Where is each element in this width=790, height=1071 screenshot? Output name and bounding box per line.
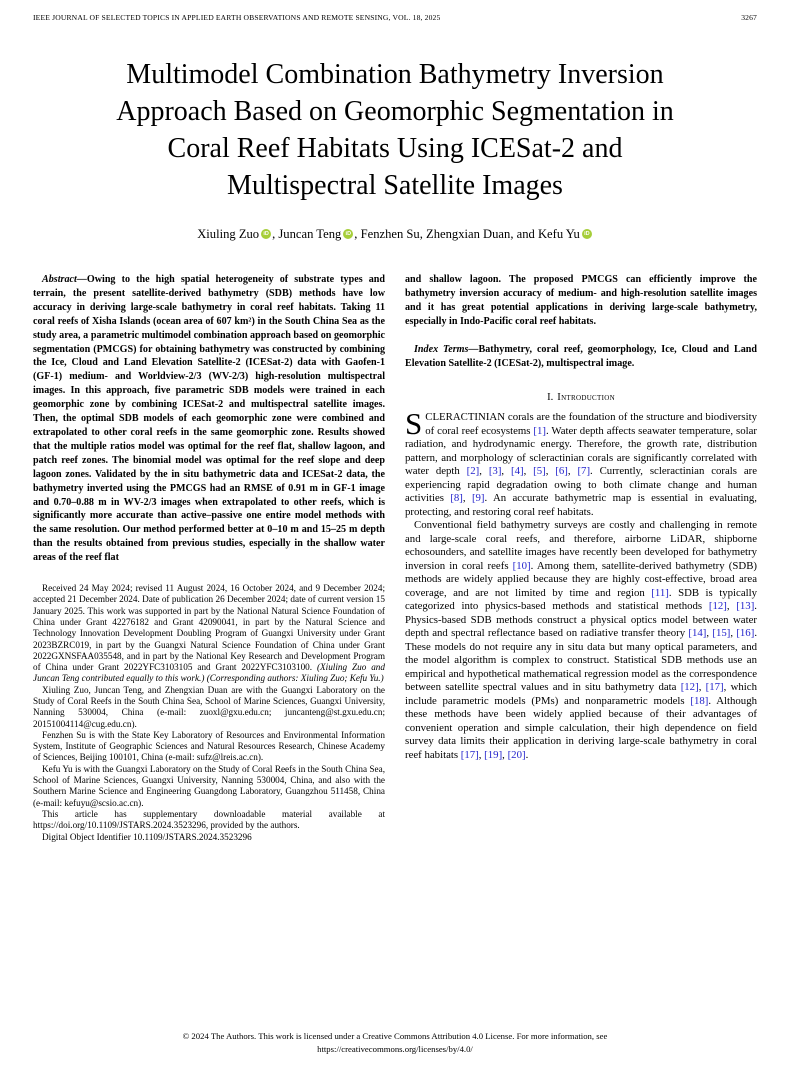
citation-link[interactable]: [4]	[510, 465, 524, 478]
paper-title-line: Multimodel Combination Bathymetry Inversion	[126, 59, 664, 90]
citation-link[interactable]: [11]	[651, 586, 669, 599]
index-terms	[405, 343, 757, 371]
index-terms-label: Index Terms—	[414, 343, 479, 355]
paper-title-line: Multispectral Satellite Images	[227, 170, 563, 201]
citation-link[interactable]: [18]	[690, 694, 709, 707]
orcid-icon[interactable]: iD	[582, 229, 592, 239]
intro-paragraph-1	[405, 406, 758, 519]
license-footer	[0, 1030, 790, 1055]
citation-link[interactable]: [2]	[466, 465, 480, 478]
citation-link[interactable]: [16]	[736, 627, 755, 640]
footnote-affiliation: Kefu Yu is with the Guangxi Laboratory on the Study of Coral Reefs in the South China Sea, School of Marine Sciences, Guangxi University, Nanning 530004, China, and also with the Southern Marine Science and Engineering Guangdong Laboratory, Guangzhou 511458, China (e-mail: kefuyu@scsio.ac.cn).	[33, 763, 385, 808]
orcid-icon[interactable]: iD	[261, 229, 271, 239]
author-name: Fenzhen Su	[360, 227, 420, 241]
index-terms-text: Bathymetry, coral reef, geomorphology, Ice, Cloud and Land Elevation Satellite-2 (ICESat-2), multispectral image.	[405, 343, 757, 369]
orcid-icon[interactable]: iD	[343, 229, 353, 239]
footnote-funding	[33, 583, 385, 685]
citation-link[interactable]: [13]	[736, 600, 755, 613]
abstract	[33, 273, 385, 565]
footnote-supplementary: This article has supplementary downloadable material available at https://doi.org/10.1109/JSTARS.2024.3523296, provided by the authors.	[33, 808, 385, 831]
author-separator: , and	[510, 227, 538, 241]
section-number: I.	[547, 392, 554, 404]
paper-title-line: Coral Reef Habitats Using ICESat-2 and	[167, 133, 623, 164]
section-title: Introduction	[557, 392, 615, 404]
license-url: https://creativecommons.org/licenses/by/4.0/	[317, 1043, 473, 1054]
citation-link[interactable]: [15]	[712, 627, 731, 640]
footnote-contrib-note: (Xiuling Zuo and Juncan Teng contributed equally to this work.) (Corresponding authors: Xiuling Zuo; Kefu Yu.)	[33, 662, 385, 684]
author-name: Kefu Yu	[537, 227, 580, 241]
section-heading-introduction	[405, 392, 757, 403]
intro-paragraph-2-text: Conventional field bathymetry surveys are costly and challenging in remote and large-scale coral reefs, and therefore, airborne LiDAR, shipborne echosounders, and satellite images have recently been developed for bathymetry inversion in coral reefs [10]. Among them, satellite-derived bathymetry (SDB) methods are widely applied because they are highly cost-effective, broad area coverage, and are not limited by time and region [11]. SDB is typically categorized into physics-based methods and statistical methods [12], [13]. Physics-based SDB methods construct a physical optics model between water depth and spectral reflectance based on radiative transfer theory [14], [15], [16]. These models do not require any in situ data but many optical parameters, and the model algorithm is complex to construct. Statistical SDB methods use an empirical and hypothetical mathematical regression model as the correspondence between satellite spectral values and in situ bathymetry data [12], [17], which include parametric models (PMs) and nonparametric models [18]. Although these methods have been widely applied because of their advantages of convenient operation and simple calculation, their high dependence on field survey data limits their application in deriving large-scale bathymetry in coral reef habitats [17], [19], [20].	[405, 519, 758, 761]
journal-name: IEEE JOURNAL OF SELECTED TOPICS IN APPLIED EARTH OBSERVATIONS AND REMOTE SENSING, VOL. 18, 2025	[33, 13, 441, 22]
license-text: © 2024 The Authors. This work is licensed under a Creative Commons Attribution 4.0 License. For more information, see	[182, 1031, 608, 1041]
citation-link[interactable]: [20]	[507, 748, 526, 761]
paper-title-line: Approach Based on Geomorphic Segmentation in	[116, 96, 674, 127]
citation-link[interactable]: [10]	[512, 559, 531, 572]
footnote-funding-text: Received 24 May 2024; revised 11 August 2024, 16 October 2024, and 9 December 2024; accepted 21 December 2024. Date of publication 26 December 2024; date of current version 15 January 2025. This work was supported in part by the National Natural Science Foundation of China under Grant 42276182 and Grant 42090041, in part by the Natural Science and Technology Innovation Development Doubling Program of Guangxi University under Grant 2023BZRC019, in part by the Guangxi Natural Science Foundation of China under Grant 2022GXNSFAA035548, and in part by the National Key Research and Development Program of China under Grant 2022YFC3103105 and Grant 2022YFC3103100.	[33, 583, 385, 673]
intro-paragraph-1-text: CLERACTINIAN corals are the foundation of the structure and biodiversity of coral reef ecosystems [1]. Water depth affects seawater temperature, solar radiation, and hydrodynamic energy. Therefore, the growth rate, distribution pattern, and morphology of scleractinian corals are significantly correlated with water depth [2], [3], [4], [5], [6], [7]. Currently, scleractinian corals are experiencing rapid degradation owing to both climate change and human activities [8], [9]. An accurate bathymetric map is essential in evaluating, protecting, and restoring coral reef habitats.	[405, 411, 758, 518]
intro-paragraph-2	[405, 519, 757, 762]
citation-link[interactable]: [12]	[708, 600, 727, 613]
author-name: Xiuling Zuo	[197, 227, 260, 241]
footnote-doi: Digital Object Identifier 10.1109/JSTARS.2024.3523296	[42, 831, 252, 842]
footnote-affiliation: Xiuling Zuo, Juncan Teng, and Zhengxian Duan are with the Guangxi Laboratory on the Study of Coral Reefs in the South China Sea, School of Marine Sciences, Guangxi University, Nanning 530004, China (e-mail: zuoxl@gxu.edu.cn; juncanteng@st.gxu.edu.cn; 20151004114@cug.edu.cn).	[33, 684, 385, 729]
left-column	[33, 273, 385, 843]
right-column	[405, 273, 757, 762]
abstract-text: Owing to the high spatial heterogeneity of substrate types and terrain, the present satellite-derived bathymetry (SDB) methods have low accuracy in deriving large-scale bathymetry in coral reef habitats. Taking 11 coral reefs of Xisha Islands (ocean area of 607 km²) in the South China Sea as the study area, a parametric multimodel combination approach based on geomorphic segmentation (PMCGS) for obtaining bathymetry was constructed by combining the Ice, Cloud and Land Elevation Satellite-2 (ICESat-2) data with Gaofen-1 (GF-1) medium- and Worldview-2/3 (WV-2/3) high-resolution multispectral images. In this approach, five parametric SDB models were trained in each geomorphic zone by combining ICESat-2 and multispectral satellite images. Then, the optimal SDB models of each geomorphic zone were combined and extrapolated to other coral reefs in the same geomorphic zone. Results showed that the multiple ratios model was optimal for the reef flat, shallow lagoon, and patch reef zones. The binomial model was optimal for the reef slope and deep lagoon zones. Validated by the in situ bathymetric data and ICESat-2 data, the bathymetry inverted using the PMCGS had an RMSE of 0.91 m in GF-1 image and 0.70–0.88 m in WV-2/3 images when extrapolated to other reefs, which is significantly more accurate than active–passive one entire model methods with the same resolution. Our method performed better at 0–10 m and 15–25 m depth than the results obtained from previous studies, especially in the shallow water areas of the reef flat	[33, 274, 385, 564]
citation-link[interactable]: [6]	[555, 465, 568, 478]
citation-link[interactable]: [9]	[471, 492, 485, 505]
citation-link[interactable]: [3]	[488, 465, 502, 478]
citation-link[interactable]: [1]	[533, 424, 546, 437]
abstract-continuation: and shallow lagoon. The proposed PMCGS can efficiently improve the bathymetry inversion accuracy of medium- and high-resolution satellite images and it has great potential applications in deriving large-scale bathymetry, especially in Indo-Pacific coral reef habitats.	[405, 274, 757, 327]
citation-link[interactable]: [17]	[705, 681, 724, 694]
author-separator: ,	[419, 227, 427, 241]
citation-link[interactable]: [12]	[680, 681, 699, 694]
first-page-footnote	[33, 583, 385, 843]
author-separator: ,	[354, 227, 361, 241]
abstract-label: Abstract—	[42, 274, 87, 285]
author-name: Juncan Teng	[278, 227, 342, 241]
citation-link[interactable]: [14]	[688, 627, 707, 640]
author-name: Zhengxian Duan	[426, 227, 511, 241]
citation-link[interactable]: [8]	[450, 492, 463, 505]
citation-link[interactable]: [19]	[484, 748, 503, 761]
citation-link[interactable]: [5]	[533, 465, 546, 478]
footnote-affiliation: Fenzhen Su is with the State Key Laboratory of Resources and Environmental Information System, Institute of Geographic Sciences and Natural Resources Research, Chinese Academy of Sciences, Beijing 100101, China (e-mail: sufz@lreis.ac.cn).	[33, 729, 385, 763]
citation-link[interactable]: [17]	[460, 748, 479, 761]
page-number: 3267	[741, 13, 757, 22]
citation-link[interactable]: [7]	[577, 465, 591, 478]
running-head	[33, 13, 757, 22]
author-separator: ,	[272, 227, 279, 241]
author-line	[0, 227, 790, 242]
paper-title	[40, 56, 750, 204]
drop-cap: S	[405, 406, 423, 442]
